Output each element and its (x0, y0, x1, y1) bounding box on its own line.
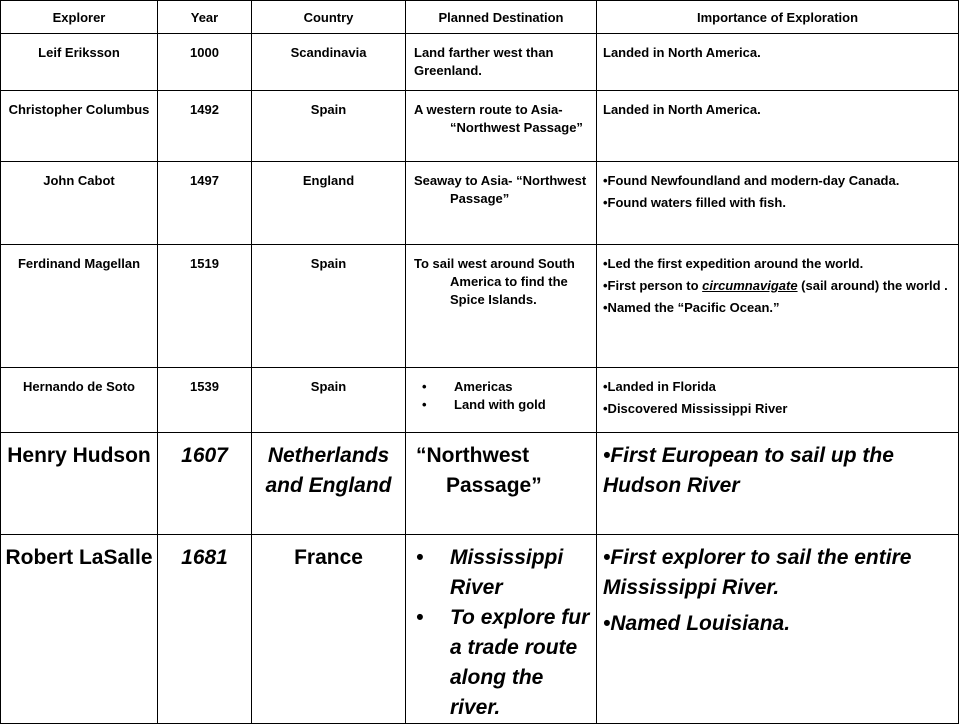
explorer-year: 1607 (158, 433, 252, 535)
explorer-country: France (252, 535, 406, 724)
destination-bullet (422, 378, 592, 396)
planned-destination: A western route to Asia- “Northwest Passage” (414, 102, 583, 135)
explorer-country: England (252, 162, 406, 245)
header-explorer: Explorer (1, 1, 158, 34)
explorer-year: 1681 (158, 535, 252, 724)
explorer-name: Leif Eriksson (1, 34, 158, 91)
importance-text: (sail around) the world . (797, 278, 948, 293)
planned-destination: Seaway to Asia- “Northwest Passage” (414, 173, 587, 206)
header-planned-destination: Planned Destination (406, 1, 597, 34)
planned-destination-cell (406, 245, 597, 368)
bullet-dot: • (416, 606, 424, 629)
importance (597, 535, 959, 724)
explorer-year: 1000 (158, 34, 252, 91)
planned-destination-cell (406, 433, 597, 535)
header-country: Country (252, 1, 406, 34)
importance-item: •Named the “Pacific Ocean.” (603, 300, 780, 315)
explorer-year: 1497 (158, 162, 252, 245)
table-row (1, 433, 959, 535)
importance (597, 34, 959, 91)
destination-text: To explore fur a trade route along the river. (450, 606, 590, 719)
importance-item: •First European to sail up the Hudson River (603, 444, 894, 497)
destination-text: Americas (454, 379, 513, 394)
planned-destination: Land farther west than Greenland. (406, 34, 597, 91)
bullet-dot: • (416, 546, 424, 569)
planned-destination (406, 535, 597, 724)
explorer-name: Hernando de Soto (1, 368, 158, 433)
importance (597, 433, 959, 535)
importance-item: •First explorer to sail the entire Mississippi River. (603, 546, 912, 599)
table-row (1, 535, 959, 724)
destination-text: Mississippi River (450, 546, 564, 599)
importance-item: •Found waters filled with fish. (603, 195, 786, 210)
importance (597, 162, 959, 245)
importance-item: •Landed in Florida (603, 379, 716, 394)
planned-destination: “Northwest Passage” (416, 444, 542, 497)
planned-destination: To sail west around South America to find the Spice Islands. (414, 256, 575, 307)
planned-destination-cell (406, 91, 597, 162)
importance-item: Landed in North America. (603, 45, 761, 60)
planned-destination (406, 368, 597, 433)
destination-bullet (416, 603, 592, 723)
explorer-country: Spain (252, 245, 406, 368)
explorer-name: Ferdinand Magellan (1, 245, 158, 368)
bullet-dot: • (422, 397, 427, 412)
explorer-year: 1539 (158, 368, 252, 433)
explorer-name: Christopher Columbus (1, 91, 158, 162)
importance (597, 368, 959, 433)
importance-item: •Found Newfoundland and modern-day Canada. (603, 173, 900, 188)
importance-item: •Discovered Mississippi River (603, 401, 788, 416)
header-row (1, 1, 959, 34)
explorer-name: John Cabot (1, 162, 158, 245)
explorer-name: Robert LaSalle (1, 535, 158, 724)
circumnavigate-term: circumnavigate (702, 278, 798, 293)
explorer-country: Spain (252, 91, 406, 162)
importance-item: •Named Louisiana. (603, 612, 791, 635)
destination-bullet (422, 396, 592, 414)
importance (597, 245, 959, 368)
table-row (1, 368, 959, 433)
destination-text: Land with gold (454, 397, 546, 412)
importance-item (603, 273, 952, 295)
explorer-year: 1492 (158, 91, 252, 162)
explorer-name: Henry Hudson (1, 433, 158, 535)
importance-text: •First person to (603, 278, 703, 293)
table-row (1, 91, 959, 162)
planned-destination-cell (406, 162, 597, 245)
explorer-year: 1519 (158, 245, 252, 368)
table-row (1, 245, 959, 368)
explorer-country: Spain (252, 368, 406, 433)
table-row (1, 34, 959, 91)
explorer-country: Netherlands and England (252, 433, 406, 535)
header-importance: Importance of Exploration (597, 1, 959, 34)
destination-bullet (416, 543, 592, 603)
explorer-country: Scandinavia (252, 34, 406, 91)
importance-item: •Led the first expedition around the world. (603, 256, 864, 271)
importance (597, 91, 959, 162)
bullet-dot: • (422, 379, 427, 394)
importance-item: Landed in North America. (603, 102, 761, 117)
header-year: Year (158, 1, 252, 34)
table-row (1, 162, 959, 245)
